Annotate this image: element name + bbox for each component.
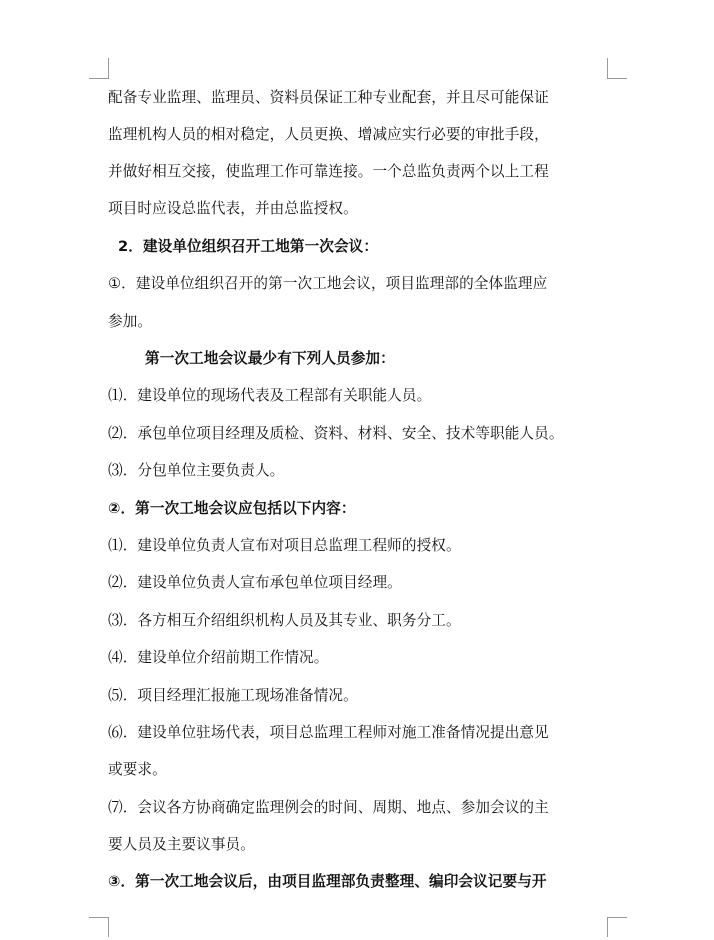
crop-mark-top-left-h [89, 78, 109, 79]
crop-mark-bottom-right-h [607, 917, 627, 918]
body-paragraph-line: 项目时应设总监代表，并由总监授权。 [108, 200, 358, 217]
crop-mark-bottom-left-h [89, 917, 109, 918]
content-list-item: 要人员及主要议事员。 [108, 836, 255, 853]
attendee-list-item: ⑵．承包单位项目经理及质检、资料、材料、安全、技术等职能人员。 [108, 425, 564, 442]
content-list-item: ⑺．会议各方协商确定监理例会的时间、周期、地点、参加会议的主 [108, 799, 549, 816]
attendee-subheading: 第一次工地会议最少有下列人员参加： [145, 350, 395, 367]
item-3-heading: ③．第一次工地会议后，由项目监理部负责整理、编印会议记要与开 [108, 873, 547, 890]
section-heading-2: 2．建设单位组织召开工地第一次会议： [118, 238, 379, 255]
content-list-item: ⑵．建设单位负责人宣布承包单位项目经理。 [108, 574, 402, 591]
content-list-item: ⑷．建设单位介绍前期工作情况。 [108, 649, 329, 666]
crop-mark-top-right-v [607, 58, 608, 78]
attendee-list-item: ⑶．分包单位主要负责人。 [108, 462, 285, 479]
crop-mark-bottom-right-v [607, 917, 608, 937]
content-list-item: ⑸．项目经理汇报施工现场准备情况。 [108, 687, 358, 704]
item-1-line: 参加。 [108, 313, 153, 330]
body-paragraph-line: 配备专业监理、监理员、资料员保证工种专业配套，并且尽可能保证 [108, 89, 549, 106]
content-list-item: ⑴．建设单位负责人宣布对项目总监理工程师的授权。 [108, 537, 461, 554]
attendee-list-item: ⑴．建设单位的现场代表及工程部有关职能人员。 [108, 387, 432, 404]
content-list-item: ⑹．建设单位驻场代表，项目总监理工程师对施工准备情况提出意见 [108, 724, 549, 741]
body-paragraph-line: 监理机构人员的相对稳定，人员更换、增减应实行必要的审批手段， [108, 126, 549, 143]
item-1-line: ①．建设单位组织召开的第一次工地会议，项目监理部的全体监理应 [108, 275, 548, 292]
crop-mark-top-left-v [108, 58, 109, 78]
content-list-item: ⑶．各方相互介绍组织机构人员及其专业、职务分工。 [108, 612, 461, 629]
crop-mark-top-right-h [607, 78, 627, 79]
item-2-heading: ②．第一次工地会议应包括以下内容： [108, 500, 356, 517]
body-paragraph-line: 并做好相互交接，使监理工作可靠连接。一个总监负责两个以上工程 [108, 163, 549, 180]
content-list-item: 或要求。 [108, 761, 167, 778]
crop-mark-bottom-left-v [108, 917, 109, 937]
